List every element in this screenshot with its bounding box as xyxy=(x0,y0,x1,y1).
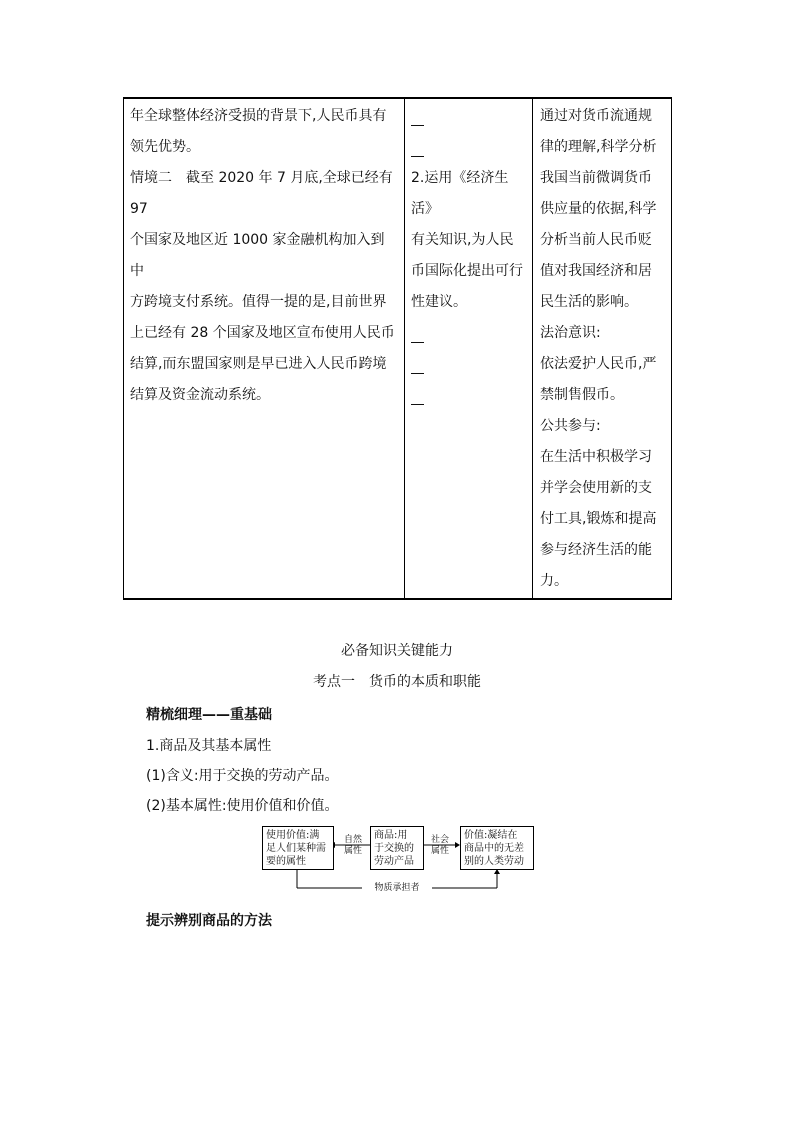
text-line: 方跨境支付系统。值得一提的是,目前世界 xyxy=(130,294,387,310)
text-line: 我国当前微调货币 xyxy=(540,170,652,186)
text-line: 情境二 截至 2020 年 7 月底,全球已经有 97 xyxy=(130,170,393,217)
box-line: 劳动产品 xyxy=(374,856,414,867)
answer-blank[interactable] xyxy=(411,380,425,411)
text-line: 有关知识,为人民 xyxy=(411,232,514,248)
text-line: 并学会使用新的支 xyxy=(540,480,652,496)
box-line: 别的人类劳动 xyxy=(464,856,524,867)
answer-blank[interactable] xyxy=(411,132,425,163)
text-line: 参与经济生活的能 xyxy=(540,542,652,558)
section-title: 必备知识关键能力 xyxy=(341,643,453,659)
use-value-box xyxy=(262,826,334,870)
answer-blank[interactable] xyxy=(411,101,425,132)
task-column xyxy=(405,99,533,598)
text-line: 供应量的依据,科学 xyxy=(540,201,657,217)
item-含义: (1)含义:用于交换的劳动产品。 xyxy=(146,768,339,784)
box-line: 使用价值:满 xyxy=(266,830,320,841)
text-line: 结算,而东盟国家则是早已进入人民币跨境 xyxy=(130,356,387,372)
material-carrier-label: 物质承担者 xyxy=(362,883,432,894)
text-line: 结算及资金流动系统。 xyxy=(130,387,270,403)
arrow-label-line: 属性 xyxy=(343,846,362,856)
text-line: 法治意识: xyxy=(540,325,601,341)
social-attribute-label xyxy=(425,835,455,857)
natural-attribute-label xyxy=(338,835,368,857)
box-line: 商品中的无差 xyxy=(464,843,524,854)
arrow-label-line: 属性 xyxy=(430,846,449,856)
box-line: 价值:凝结在 xyxy=(464,830,518,841)
answer-blank[interactable] xyxy=(411,349,425,380)
item-基本属性: (2)基本属性:使用价值和价值。 xyxy=(146,798,339,814)
text-line: 民生活的影响。 xyxy=(540,294,638,310)
text-line: 年全球整体经济受损的背景下,人民币具有 xyxy=(130,108,387,124)
situation-column xyxy=(123,99,405,598)
box-line: 于交换的 xyxy=(374,843,414,854)
box-line: 商品:用 xyxy=(374,830,408,841)
text-line: 律的理解,科学分析 xyxy=(540,139,657,155)
text-line: 个国家及地区近 1000 家金融机构加入到中 xyxy=(130,232,385,279)
literacy-column xyxy=(533,99,672,598)
jingshu-heading: 精梳细理——重基础 xyxy=(146,707,272,723)
box-line: 要的属性 xyxy=(266,856,306,867)
text-line: 性建议。 xyxy=(411,294,467,310)
tishi-heading: 提示辨别商品的方法 xyxy=(146,913,272,929)
text-line: 禁制售假币。 xyxy=(540,387,624,403)
task-text xyxy=(405,99,532,411)
literacy-text xyxy=(533,99,671,597)
text-line: 依法爱护人民币,严 xyxy=(540,356,657,372)
text-line: 上已经有 28 个国家及地区宣布使用人民币 xyxy=(130,325,395,341)
text-line: 力。 xyxy=(540,573,568,589)
objectives-table xyxy=(123,97,672,600)
commodity-attribute-diagram xyxy=(262,826,534,896)
text-line: 2.运用《经济生活》 xyxy=(411,170,509,217)
text-line: 在生活中积极学习 xyxy=(540,449,652,465)
text-line: 值对我国经济和居 xyxy=(540,263,652,279)
kaodian-title: 考点一 货币的本质和职能 xyxy=(313,674,481,690)
item-商品: 1.商品及其基本属性 xyxy=(146,738,272,754)
commodity-box xyxy=(370,826,424,870)
answer-blank[interactable] xyxy=(411,318,425,349)
text-line: 公共参与: xyxy=(540,418,601,434)
text-line: 付工具,锻炼和提高 xyxy=(540,511,657,527)
arrow-label-line: 社会 xyxy=(430,835,449,845)
text-line: 通过对货币流通规 xyxy=(540,108,652,124)
value-box xyxy=(460,826,534,870)
situation-text xyxy=(124,99,404,411)
text-line: 币国际化提出可行 xyxy=(411,263,523,279)
box-line: 足人们某种需 xyxy=(266,843,326,854)
text-line: 分析当前人民币贬 xyxy=(540,232,652,248)
text-line: 领先优势。 xyxy=(130,139,200,155)
arrow-label-line: 自然 xyxy=(343,835,362,845)
